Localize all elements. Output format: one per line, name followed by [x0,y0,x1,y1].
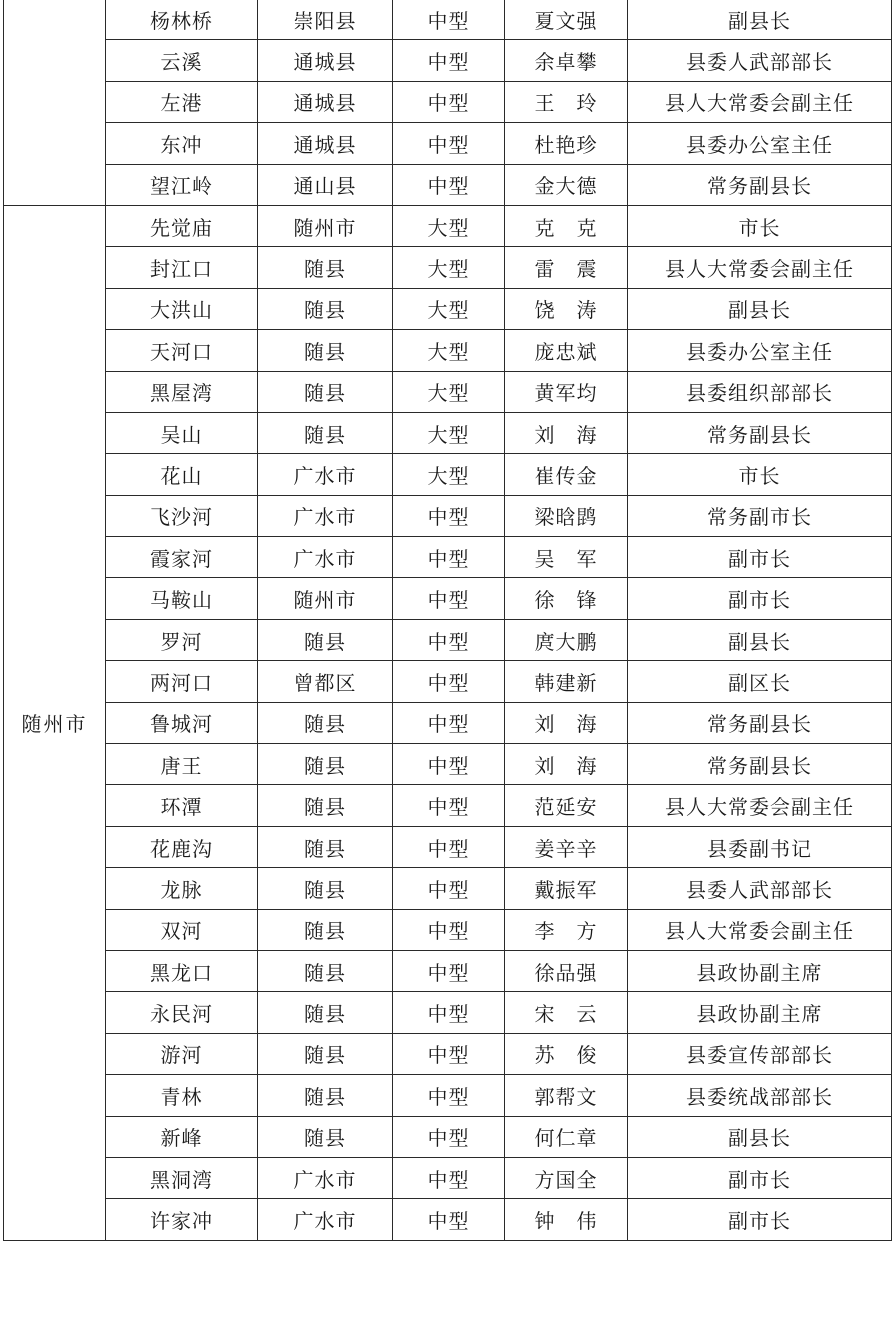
county-cell: 随县 [258,950,393,991]
type-cell: 中型 [393,1033,505,1074]
type-cell: 中型 [393,537,505,578]
reservoir-cell: 大洪山 [106,288,258,329]
table-row [4,1033,892,1074]
leader-cell: 苏 俊 [505,1033,628,1074]
position-cell: 常务副县长 [628,744,892,785]
reservoir-cell: 杨林桥 [106,0,258,40]
position-cell: 常务副市长 [628,495,892,536]
position-cell: 副县长 [628,0,892,40]
leader-cell: 克 克 [505,205,628,246]
reservoir-cell: 黑龙口 [106,950,258,991]
county-cell: 随县 [258,909,393,950]
reservoir-cell: 青林 [106,1075,258,1116]
type-cell: 中型 [393,744,505,785]
leader-cell: 韩建新 [505,661,628,702]
position-cell: 副市长 [628,1157,892,1198]
position-cell: 市长 [628,205,892,246]
position-cell: 常务副县长 [628,412,892,453]
reservoir-cell: 龙脉 [106,868,258,909]
leader-cell: 姜辛辛 [505,826,628,867]
county-cell: 随县 [258,785,393,826]
type-cell: 中型 [393,164,505,205]
table-row [4,412,892,453]
county-cell: 通城县 [258,81,393,122]
county-cell: 随州市 [258,578,393,619]
leader-cell: 徐品强 [505,950,628,991]
type-cell: 中型 [393,81,505,122]
table-row [4,1157,892,1198]
type-cell: 大型 [393,288,505,329]
type-cell: 大型 [393,412,505,453]
position-cell: 县人大常委会副主任 [628,785,892,826]
table-row [4,992,892,1033]
leader-cell: 庞忠斌 [505,330,628,371]
reservoir-cell: 吴山 [106,412,258,453]
reservoir-cell: 双河 [106,909,258,950]
county-cell: 随县 [258,992,393,1033]
reservoir-responsibility-table [3,0,892,1241]
county-cell: 通山县 [258,164,393,205]
table-row [4,330,892,371]
reservoir-cell: 游河 [106,1033,258,1074]
table-row [4,205,892,246]
table-row [4,826,892,867]
type-cell: 中型 [393,40,505,81]
table-row [4,868,892,909]
county-cell: 通城县 [258,123,393,164]
type-cell: 中型 [393,0,505,40]
table-row [4,661,892,702]
reservoir-cell: 望江岭 [106,164,258,205]
table-row [4,950,892,991]
reservoir-cell: 马鞍山 [106,578,258,619]
county-cell: 广水市 [258,537,393,578]
position-cell: 副县长 [628,288,892,329]
table-row [4,909,892,950]
leader-cell: 雷 震 [505,247,628,288]
county-cell: 随县 [258,288,393,329]
type-cell: 大型 [393,247,505,288]
position-cell: 县委统战部部长 [628,1075,892,1116]
position-cell: 县委办公室主任 [628,123,892,164]
county-cell: 广水市 [258,1157,393,1198]
type-cell: 中型 [393,785,505,826]
position-cell: 县人大常委会副主任 [628,909,892,950]
table-row [4,1199,892,1240]
leader-cell: 何仁章 [505,1116,628,1157]
leader-cell: 范延安 [505,785,628,826]
city-cell: 随州市 [4,205,106,1240]
leader-cell: 饶 涛 [505,288,628,329]
type-cell: 大型 [393,371,505,412]
leader-cell: 崔传金 [505,454,628,495]
reservoir-cell: 东冲 [106,123,258,164]
type-cell: 中型 [393,619,505,660]
table-row [4,702,892,743]
leader-cell: 梁晗鹍 [505,495,628,536]
county-cell: 广水市 [258,454,393,495]
position-cell: 市长 [628,454,892,495]
county-cell: 随县 [258,619,393,660]
reservoir-cell: 许家冲 [106,1199,258,1240]
leader-cell: 余卓攀 [505,40,628,81]
position-cell: 县委宣传部部长 [628,1033,892,1074]
city-cell [4,0,106,205]
table-row [4,164,892,205]
type-cell: 中型 [393,909,505,950]
position-cell: 副县长 [628,1116,892,1157]
county-cell: 随州市 [258,205,393,246]
type-cell: 中型 [393,868,505,909]
reservoir-cell: 云溪 [106,40,258,81]
position-cell: 县委人武部部长 [628,868,892,909]
county-cell: 随县 [258,1033,393,1074]
leader-cell: 庹大鹏 [505,619,628,660]
leader-cell: 钟 伟 [505,1199,628,1240]
county-cell: 通城县 [258,40,393,81]
position-cell: 县委组织部部长 [628,371,892,412]
table-row [4,123,892,164]
position-cell: 副市长 [628,578,892,619]
type-cell: 中型 [393,1157,505,1198]
reservoir-cell: 先觉庙 [106,205,258,246]
type-cell: 中型 [393,826,505,867]
leader-cell: 王 玲 [505,81,628,122]
reservoir-cell: 新峰 [106,1116,258,1157]
type-cell: 大型 [393,330,505,371]
reservoir-cell: 环潭 [106,785,258,826]
leader-cell: 郭帮文 [505,1075,628,1116]
table-body [4,0,892,1240]
position-cell: 副市长 [628,537,892,578]
reservoir-cell: 左港 [106,81,258,122]
leader-cell: 刘 海 [505,702,628,743]
county-cell: 广水市 [258,495,393,536]
table-row [4,619,892,660]
position-cell: 县人大常委会副主任 [628,81,892,122]
type-cell: 中型 [393,578,505,619]
type-cell: 中型 [393,123,505,164]
type-cell: 大型 [393,454,505,495]
position-cell: 县政协副主席 [628,992,892,1033]
reservoir-cell: 封江口 [106,247,258,288]
type-cell: 中型 [393,1116,505,1157]
reservoir-cell: 天河口 [106,330,258,371]
position-cell: 常务副县长 [628,702,892,743]
table-row [4,1075,892,1116]
reservoir-cell: 黑屋湾 [106,371,258,412]
table-row [4,81,892,122]
county-cell: 随县 [258,702,393,743]
reservoir-cell: 鲁城河 [106,702,258,743]
county-cell: 广水市 [258,1199,393,1240]
county-cell: 随县 [258,412,393,453]
reservoir-cell: 霞家河 [106,537,258,578]
county-cell: 随县 [258,247,393,288]
reservoir-cell: 花山 [106,454,258,495]
position-cell: 副区长 [628,661,892,702]
type-cell: 中型 [393,950,505,991]
position-cell: 副市长 [628,1199,892,1240]
leader-cell: 吴 军 [505,537,628,578]
county-cell: 随县 [258,1116,393,1157]
leader-cell: 徐 锋 [505,578,628,619]
position-cell: 县委人武部部长 [628,40,892,81]
reservoir-cell: 两河口 [106,661,258,702]
type-cell: 中型 [393,1075,505,1116]
table-row [4,40,892,81]
reservoir-cell: 飞沙河 [106,495,258,536]
county-cell: 随县 [258,868,393,909]
county-cell: 随县 [258,371,393,412]
leader-cell: 夏文强 [505,0,628,40]
county-cell: 随县 [258,826,393,867]
table-row [4,785,892,826]
position-cell: 县人大常委会副主任 [628,247,892,288]
leader-cell: 戴振军 [505,868,628,909]
position-cell: 县委副书记 [628,826,892,867]
table-row [4,578,892,619]
type-cell: 中型 [393,1199,505,1240]
reservoir-cell: 唐王 [106,744,258,785]
reservoir-cell: 花鹿沟 [106,826,258,867]
county-cell: 曾都区 [258,661,393,702]
county-cell: 随县 [258,330,393,371]
leader-cell: 李 方 [505,909,628,950]
type-cell: 中型 [393,702,505,743]
table-row [4,1116,892,1157]
leader-cell: 刘 海 [505,412,628,453]
position-cell: 县委办公室主任 [628,330,892,371]
leader-cell: 黄军均 [505,371,628,412]
type-cell: 中型 [393,495,505,536]
table-row [4,454,892,495]
table-row [4,247,892,288]
table-row [4,371,892,412]
table-row [4,537,892,578]
leader-cell: 杜艳珍 [505,123,628,164]
reservoir-cell: 永民河 [106,992,258,1033]
position-cell: 县政协副主席 [628,950,892,991]
leader-cell: 刘 海 [505,744,628,785]
county-cell: 随县 [258,1075,393,1116]
type-cell: 中型 [393,992,505,1033]
table-row [4,288,892,329]
table-row [4,0,892,40]
type-cell: 大型 [393,205,505,246]
reservoir-cell: 罗河 [106,619,258,660]
position-cell: 常务副县长 [628,164,892,205]
leader-cell: 宋 云 [505,992,628,1033]
position-cell: 副县长 [628,619,892,660]
table-row [4,744,892,785]
table-row [4,495,892,536]
reservoir-cell: 黑洞湾 [106,1157,258,1198]
leader-cell: 金大德 [505,164,628,205]
leader-cell: 方国全 [505,1157,628,1198]
county-cell: 崇阳县 [258,0,393,40]
type-cell: 中型 [393,661,505,702]
county-cell: 随县 [258,744,393,785]
